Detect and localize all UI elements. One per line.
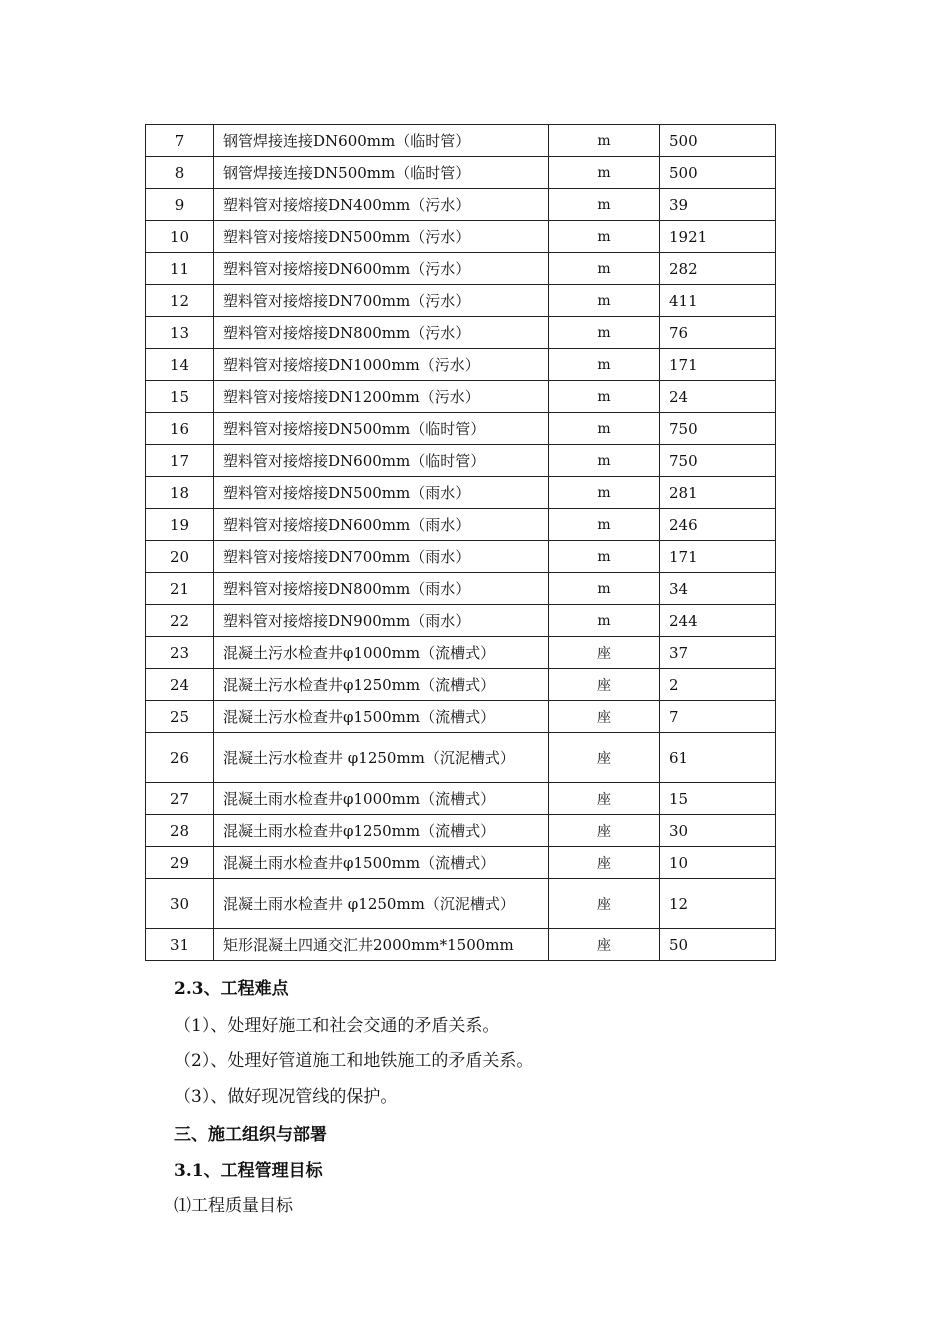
item-name-cell: 塑料管对接熔接DN700mm（雨水） — [214, 541, 549, 573]
table-row — [146, 637, 776, 669]
item-name-cell: 塑料管对接熔接DN600mm（临时管） — [214, 445, 549, 477]
row-number-cell: 26 — [146, 733, 214, 783]
unit-cell: m — [549, 573, 660, 605]
table-row — [146, 285, 776, 317]
quantity-cell: 10 — [660, 847, 776, 879]
section-3-heading: 三、施工组织与部署 — [174, 1125, 327, 1145]
row-number-cell: 10 — [146, 221, 214, 253]
quantity-cell: 282 — [660, 253, 776, 285]
unit-cell: m — [549, 477, 660, 509]
unit-cell: 座 — [549, 929, 660, 961]
row-number-cell: 19 — [146, 509, 214, 541]
row-number-cell: 25 — [146, 701, 214, 733]
item-name-cell: 钢管焊接连接DN500mm（临时管） — [214, 157, 549, 189]
item-name-cell: 矩形混凝土四通交汇井2000mm*1500mm — [214, 929, 549, 961]
item-name-cell: 塑料管对接熔接DN500mm（临时管） — [214, 413, 549, 445]
quantity-cell: 171 — [660, 541, 776, 573]
item-name-cell: 塑料管对接熔接DN500mm（污水） — [214, 221, 549, 253]
quantity-cell: 750 — [660, 445, 776, 477]
unit-cell: m — [549, 509, 660, 541]
table-row — [146, 783, 776, 815]
quantity-cell: 2 — [660, 669, 776, 701]
unit-cell: 座 — [549, 733, 660, 783]
item-name-cell: 塑料管对接熔接DN800mm（雨水） — [214, 573, 549, 605]
item-name-cell: 混凝土污水检查井φ1000mm（流槽式） — [214, 637, 549, 669]
unit-cell: 座 — [549, 701, 660, 733]
quantity-cell: 50 — [660, 929, 776, 961]
unit-cell: m — [549, 157, 660, 189]
quantity-cell: 34 — [660, 573, 776, 605]
item-name-cell: 混凝土雨水检查井 φ1250mm（沉泥槽式） — [214, 879, 549, 929]
table-row — [146, 605, 776, 637]
quantity-cell: 1921 — [660, 221, 776, 253]
row-number-cell: 28 — [146, 815, 214, 847]
table-row — [146, 349, 776, 381]
item-name-cell: 塑料管对接熔接DN700mm（污水） — [214, 285, 549, 317]
quantity-cell: 39 — [660, 189, 776, 221]
quantity-cell: 76 — [660, 317, 776, 349]
item-name-cell: 钢管焊接连接DN600mm（临时管） — [214, 125, 549, 157]
quantity-cell: 171 — [660, 349, 776, 381]
table-row — [146, 815, 776, 847]
unit-cell: 座 — [549, 783, 660, 815]
table-row — [146, 381, 776, 413]
row-number-cell: 20 — [146, 541, 214, 573]
row-number-cell: 21 — [146, 573, 214, 605]
row-number-cell: 27 — [146, 783, 214, 815]
quantity-cell: 246 — [660, 509, 776, 541]
row-number-cell: 11 — [146, 253, 214, 285]
unit-cell: m — [549, 189, 660, 221]
item-name-cell: 塑料管对接熔接DN500mm（雨水） — [214, 477, 549, 509]
row-number-cell: 29 — [146, 847, 214, 879]
row-number-cell: 23 — [146, 637, 214, 669]
table-row — [146, 509, 776, 541]
unit-cell: m — [549, 413, 660, 445]
unit-cell: 座 — [549, 815, 660, 847]
table-row — [146, 847, 776, 879]
table-row — [146, 669, 776, 701]
quantity-cell: 244 — [660, 605, 776, 637]
unit-cell: m — [549, 317, 660, 349]
item-name-cell: 塑料管对接熔接DN400mm（污水） — [214, 189, 549, 221]
table-row — [146, 541, 776, 573]
unit-cell: m — [549, 605, 660, 637]
row-number-cell: 14 — [146, 349, 214, 381]
table-row — [146, 253, 776, 285]
row-number-cell: 13 — [146, 317, 214, 349]
quantity-cell: 24 — [660, 381, 776, 413]
unit-cell: 座 — [549, 637, 660, 669]
quantity-cell: 37 — [660, 637, 776, 669]
item-name-cell: 塑料管对接熔接DN1000mm（污水） — [214, 349, 549, 381]
row-number-cell: 31 — [146, 929, 214, 961]
table-row — [146, 929, 776, 961]
row-number-cell: 30 — [146, 879, 214, 929]
row-number-cell: 15 — [146, 381, 214, 413]
item-name-cell: 混凝土雨水检查井φ1250mm（流槽式） — [214, 815, 549, 847]
unit-cell: m — [549, 221, 660, 253]
quality-goal-item: ⑴工程质量目标 — [174, 1196, 293, 1216]
item-name-cell: 塑料管对接熔接DN600mm（雨水） — [214, 509, 549, 541]
quantity-table-body — [146, 125, 776, 961]
table-row — [146, 445, 776, 477]
unit-cell: 座 — [549, 879, 660, 929]
quantity-cell: 15 — [660, 783, 776, 815]
row-number-cell: 22 — [146, 605, 214, 637]
quantity-cell: 500 — [660, 125, 776, 157]
quantity-table — [145, 124, 776, 961]
item-name-cell: 混凝土污水检查井 φ1250mm（沉泥槽式） — [214, 733, 549, 783]
difficulty-item-3: （3）、做好现况管线的保护。 — [174, 1087, 398, 1107]
unit-cell: m — [549, 253, 660, 285]
table-row — [146, 733, 776, 783]
quantity-cell: 281 — [660, 477, 776, 509]
quantity-cell: 500 — [660, 157, 776, 189]
section-3-1-heading: 3.1、工程管理目标 — [174, 1161, 323, 1181]
unit-cell: m — [549, 445, 660, 477]
unit-cell: m — [549, 381, 660, 413]
row-number-cell: 7 — [146, 125, 214, 157]
table-row — [146, 189, 776, 221]
table-row — [146, 125, 776, 157]
table-row — [146, 879, 776, 929]
unit-cell: m — [549, 349, 660, 381]
quantity-cell: 411 — [660, 285, 776, 317]
item-name-cell: 混凝土雨水检查井φ1500mm（流槽式） — [214, 847, 549, 879]
quantity-cell: 7 — [660, 701, 776, 733]
row-number-cell: 12 — [146, 285, 214, 317]
difficulty-item-1: （1）、处理好施工和社会交通的矛盾关系。 — [174, 1016, 500, 1036]
difficulty-item-2: （2）、处理好管道施工和地铁施工的矛盾关系。 — [174, 1051, 534, 1071]
item-name-cell: 塑料管对接熔接DN900mm（雨水） — [214, 605, 549, 637]
item-name-cell: 塑料管对接熔接DN800mm（污水） — [214, 317, 549, 349]
table-row — [146, 477, 776, 509]
table-row — [146, 157, 776, 189]
item-name-cell: 混凝土污水检查井φ1500mm（流槽式） — [214, 701, 549, 733]
unit-cell: 座 — [549, 847, 660, 879]
table-row — [146, 221, 776, 253]
unit-cell: 座 — [549, 669, 660, 701]
item-name-cell: 混凝土污水检查井φ1250mm（流槽式） — [214, 669, 549, 701]
table-row — [146, 573, 776, 605]
unit-cell: m — [549, 125, 660, 157]
row-number-cell: 16 — [146, 413, 214, 445]
unit-cell: m — [549, 541, 660, 573]
row-number-cell: 24 — [146, 669, 214, 701]
table-row — [146, 701, 776, 733]
item-name-cell: 混凝土雨水检查井φ1000mm（流槽式） — [214, 783, 549, 815]
table-row — [146, 317, 776, 349]
item-name-cell: 塑料管对接熔接DN600mm（污水） — [214, 253, 549, 285]
row-number-cell: 9 — [146, 189, 214, 221]
row-number-cell: 8 — [146, 157, 214, 189]
quantity-cell: 61 — [660, 733, 776, 783]
quantity-cell: 30 — [660, 815, 776, 847]
quantity-cell: 750 — [660, 413, 776, 445]
quantity-table-wrapper — [145, 124, 776, 961]
table-row — [146, 413, 776, 445]
item-name-cell: 塑料管对接熔接DN1200mm（污水） — [214, 381, 549, 413]
unit-cell: m — [549, 285, 660, 317]
quantity-cell: 12 — [660, 879, 776, 929]
section-2-3-heading: 2.3、工程难点 — [174, 979, 289, 999]
row-number-cell: 18 — [146, 477, 214, 509]
row-number-cell: 17 — [146, 445, 214, 477]
